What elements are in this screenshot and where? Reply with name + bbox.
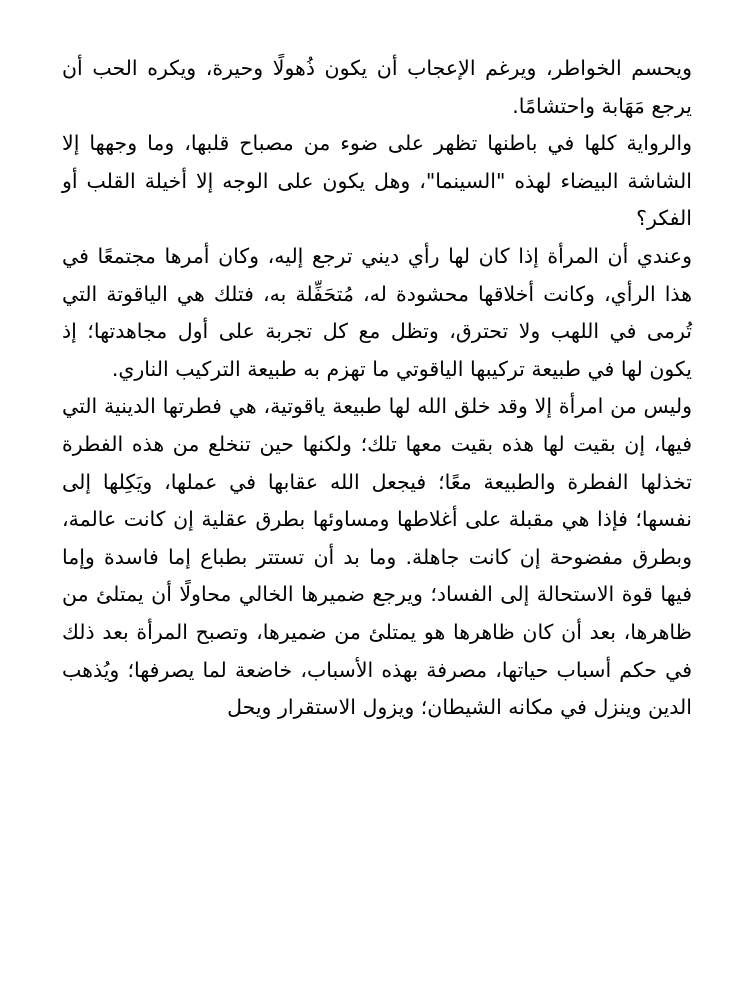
document-body xyxy=(62,50,692,727)
paragraph-3: وعندي أن المرأة إذا كان لها رأي ديني ترجع إليه، وكان أمرها مجتمعًا في هذا الرأي، وكانت أخلاقها محشودة له، مُتحَفِّلة به، فتلك هي الياقوتة التي تُرمى في اللهب ولا تحترق، وتظل مع كل تجربة على أول مجاهدتها؛ إذ يكون لها في طبيعة تركيبها الياقوتي ما تهزم به طبيعة التركيب الناري. xyxy=(62,243,692,381)
paragraph-1: ويحسم الخواطر، ويرغم الإعجاب أن يكون ذُهولًا وحيرة، ويكره الحب أن يرجع مَهَابة واحتشامًا. xyxy=(62,56,692,118)
paragraph-4: وليس من امرأة إلا وقد خلق الله لها طبيعة ياقوتية، هي فطرتها الدينية التي فيها، إن بقيت لها هذه بقيت معها تلك؛ ولكنها حين تنخلع من هذه الفطرة تخذلها الفطرة والطبيعة معًا؛ فيجعل الله عقابها في عملها، ويَكِلها إلى نفسها؛ فإذا هي مقبلة على أغلاطها ومساوئها بطرق عقلية إن كانت عالمة، وبطرق مفضوحة إن كانت جاهلة. وما بد أن تستتر بطباع إما فاسدة وإما فيها قوة الاستحالة إلى الفساد؛ ويرجع ضميرها الخالي محاولًا أن يمتلئ من ظاهرها، بعد أن كان ظاهرها هو يمتلئ من ضميرها، وتصبح المرأة بعد ذلك في حكم أسباب حياتها، مصرفة بهذه الأسباب، خاضعة لما يصرفها؛ ويُذهب الدين وينزل في مكانه الشيطان؛ ويزول الاستقرار ويحل xyxy=(62,394,692,720)
paragraph-2: والرواية كلها في باطنها تظهر على ضوء من مصباح قلبها، وما وجهها إلا الشاشة البيضاء لهذه "السينما"، وهل يكون على الوجه إلا أخيلة القلب أو الفكر؟ xyxy=(62,131,692,231)
